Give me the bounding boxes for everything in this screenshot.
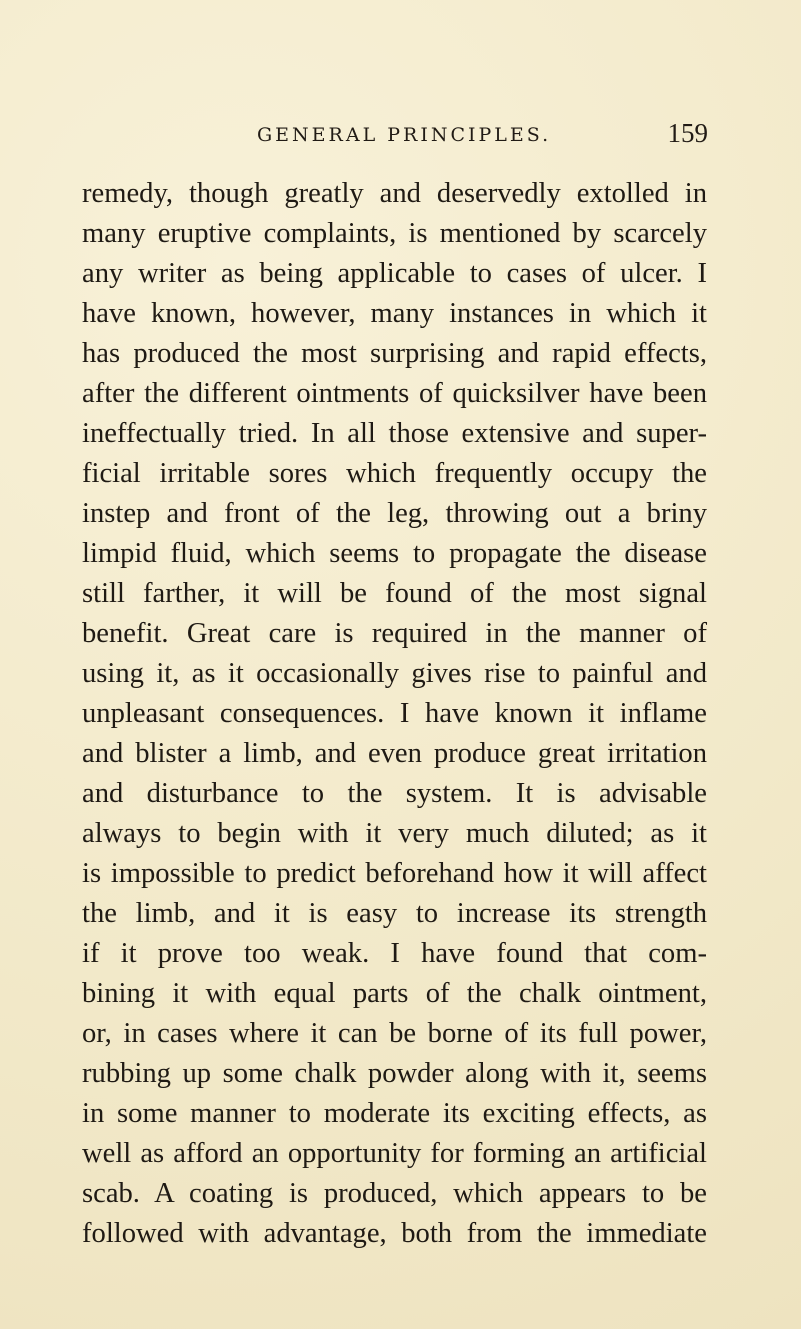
text-line: and blister a limb, and even produce great irritation	[82, 738, 707, 769]
text-line: have known, however, many instances in which it	[82, 298, 707, 329]
text-line: unpleasant consequences. I have known it inflame	[82, 698, 707, 729]
text-line: still farther, it will be found of the most signal	[82, 578, 707, 609]
text-line: many eruptive complaints, is mentioned by scarcely	[82, 218, 707, 249]
text-line: and disturbance to the system. It is advisable	[82, 778, 707, 809]
text-line: benefit. Great care is required in the manner of	[82, 618, 707, 649]
text-line: limpid fluid, which seems to propagate the disease	[82, 538, 707, 569]
text-line: using it, as it occasionally gives rise to painful and	[82, 658, 707, 689]
text-line: the limb, and it is easy to increase its strength	[82, 898, 707, 929]
running-head-title: GENERAL PRINCIPLES.	[257, 124, 552, 146]
text-line: instep and front of the leg, throwing out a briny	[82, 498, 707, 529]
text-line: has produced the most surprising and rapid effects,	[82, 338, 707, 369]
text-line: rubbing up some chalk powder along with it, seems	[82, 1058, 707, 1089]
text-line: followed with advantage, both from the immediate	[82, 1218, 707, 1249]
text-line: or, in cases where it can be borne of its full power,	[82, 1018, 707, 1049]
text-line: if it prove too weak. I have found that com-	[82, 938, 707, 969]
text-line: well as afford an opportunity for forming an artificial	[82, 1138, 707, 1169]
text-line: after the different ointments of quicksilver have been	[82, 378, 707, 409]
text-line: is impossible to predict beforehand how it will affect	[82, 858, 707, 889]
text-line: bining it with equal parts of the chalk ointment,	[82, 978, 707, 1009]
body-text	[82, 174, 707, 1254]
page-number: 159	[667, 118, 708, 148]
text-line: ficial irritable sores which frequently occupy the	[82, 458, 707, 489]
text-line: in some manner to moderate its exciting effects, as	[82, 1098, 707, 1129]
text-line: any writer as being applicable to cases of ulcer. I	[82, 258, 707, 289]
text-line: ineffectually tried. In all those extensive and super-	[82, 418, 707, 449]
text-line: remedy, though greatly and deservedly extolled in	[82, 178, 707, 209]
text-line: always to begin with it very much diluted; as it	[82, 818, 707, 849]
text-line: scab. A coating is produced, which appears to be	[82, 1178, 707, 1209]
